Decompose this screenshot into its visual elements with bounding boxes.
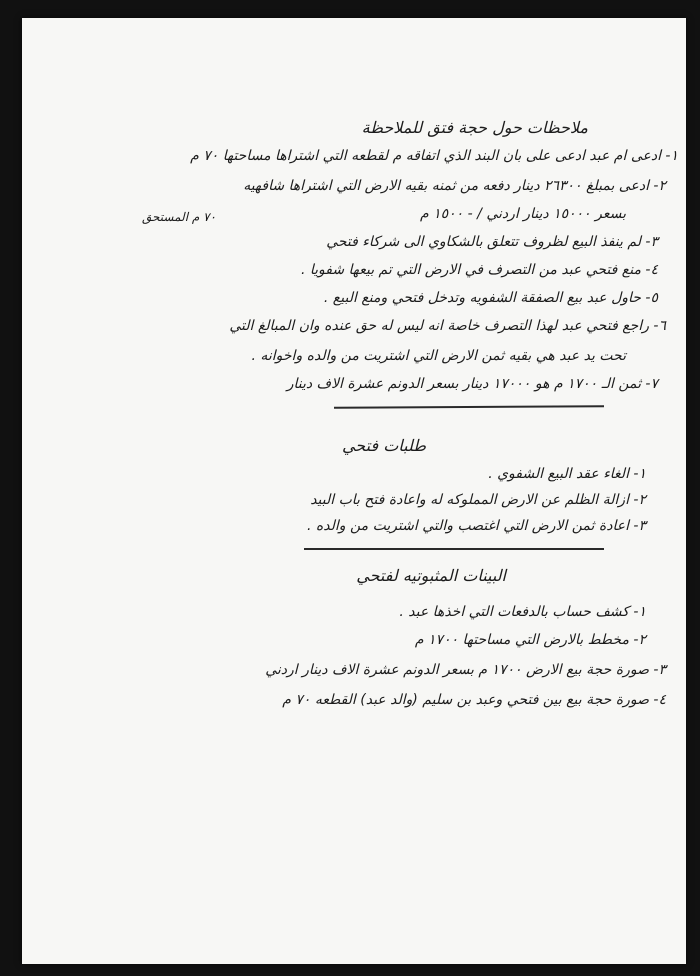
observation-line: ١- ادعى ام عبد ادعى على بان البند الذي اتفاقه م لقطعه التي اشتراها مساحتها ٧٠ م	[190, 148, 678, 164]
evidence-line: ٢- مخطط بالارض التي مساحتها ١٧٠٠ م	[414, 632, 646, 648]
evidence-line: ٤- صورة حجة بيع بين فتحي وعبد بن سليم (والد عبد) القطعه ٧٠ م	[282, 692, 666, 708]
observation-line: ٤- منع فتحي عبد من التصرف في الارض التي تم بيعها شفويا .	[300, 262, 658, 278]
observation-line: ٢- ادعى بمبلغ ٢٦٣٠٠ دينار دفعه من ثمنه بقيه الارض التي اشتراها شافهيه	[243, 178, 666, 194]
observation-line: ٣- لم ينفذ البيع لظروف تتعلق بالشكاوي الى شركاء فتحي	[326, 234, 658, 250]
observation-line: بسعر ١٥٠٠٠ دينار اردني / - ١٥٠٠ م	[420, 206, 626, 222]
evidence-line: ٣- صورة حجة بيع الارض ١٧٠٠ م بسعر الدونم عشرة الاف دينار اردني	[265, 662, 666, 678]
observation-line: تحت يد عبد هي بقيه ثمن الارض التي اشتريت من والده واخوانه .	[251, 348, 626, 364]
request-line: ٢- ازالة الظلم عن الارض المملوكه له واعادة فتح باب البيد	[310, 492, 646, 508]
request-line: ٣- اعادة ثمن الارض التي اغتصب والتي اشتريت من والده .	[307, 518, 646, 534]
requests-heading: طلبات فتحي	[341, 436, 426, 455]
margin-note: ٧٠ م المستحق	[142, 210, 216, 224]
evidence-line: ١- كشف حساب بالدفعات التي اخذها عبد .	[399, 604, 646, 620]
divider	[304, 548, 604, 550]
observation-line: ٥- حاول عبد بيع الصفقة الشفويه وتدخل فتحي ومنع البيع .	[323, 290, 658, 306]
observations-heading: ملاحظات حول حجة فتق للملاحظة	[361, 118, 588, 137]
divider	[334, 405, 604, 408]
handwritten-page	[22, 18, 686, 964]
observation-line: ٦- راجع فتحي عبد لهذا التصرف خاصة انه ليس له حق عنده وان المبالغ التي	[229, 318, 666, 334]
request-line: ١- الغاء عقد البيع الشفوي .	[488, 466, 646, 482]
evidence-heading: البينات المثبوتيه لفتحي	[356, 566, 506, 585]
observation-line: ٧- ثمن الـ ١٧٠٠ م هو ١٧٠٠٠ دينار بسعر الدونم عشرة الاف دينار	[286, 376, 658, 392]
